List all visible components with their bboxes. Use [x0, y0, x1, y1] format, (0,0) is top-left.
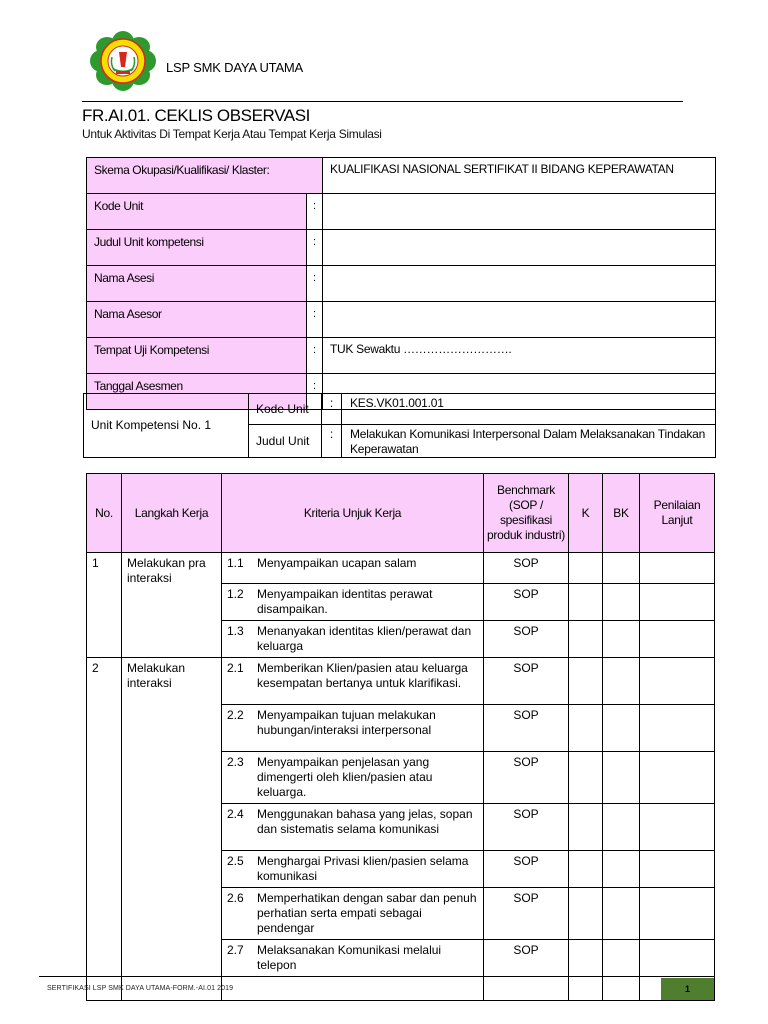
colon: :	[322, 394, 342, 425]
kuk-number: 2.2	[227, 708, 244, 722]
kuk-text: Memberikan Klien/pasien atau keluarga kesempatan bertanya untuk klarifikasi.	[257, 661, 468, 690]
kuk-text: Menghargai Privasi klien/pasien selama komunikasi	[257, 854, 469, 883]
unit-table	[83, 393, 716, 458]
kuk-number: 2.6	[227, 891, 244, 905]
k-checkbox[interactable]	[569, 658, 603, 705]
benchmark-value: SOP	[484, 888, 569, 940]
org-name: LSP SMK DAYA UTAMA	[166, 60, 304, 75]
footer-text: SERTIFIKASI LSP SMK DAYA UTAMA-FORM.-AI.01 2019	[47, 985, 234, 992]
bk-checkbox[interactable]	[603, 851, 640, 888]
kuk-number: 1.1	[227, 556, 244, 570]
col-header-penilaian-lanjut: Penilaian Lanjut	[640, 474, 715, 553]
penilaian-lanjut-cell[interactable]	[640, 851, 715, 888]
kuk-text: Menyampaikan identitas perawat disampaikan.	[257, 587, 433, 616]
benchmark-value: SOP	[484, 584, 569, 621]
colon: :	[322, 425, 342, 458]
nama-asesi-label: Nama Asesi	[87, 266, 307, 302]
kuk-text: Menggunakan bahasa yang jelas, sopan dan sistematis selama komunikasi	[257, 807, 473, 836]
penilaian-lanjut-cell[interactable]	[640, 752, 715, 804]
benchmark-value: SOP	[484, 851, 569, 888]
bk-checkbox[interactable]	[603, 658, 640, 705]
penilaian-lanjut-cell[interactable]	[640, 658, 715, 705]
tanggal-asesmen-label: Tanggal Asesmen	[87, 374, 307, 410]
kuk-text: Menyampaikan penjelasan yang dimengerti oleh klien/pasien atau keluarga.	[257, 755, 433, 799]
bk-checkbox[interactable]	[603, 584, 640, 621]
identity-row-nama-asesor	[87, 302, 716, 338]
bk-checkbox[interactable]	[603, 804, 640, 851]
k-checkbox[interactable]	[569, 888, 603, 940]
benchmark-value: SOP	[484, 553, 569, 584]
penilaian-lanjut-cell[interactable]	[640, 621, 715, 658]
identity-row-kode-unit	[87, 194, 716, 230]
col-header-langkah-kerja: Langkah Kerja	[122, 474, 222, 553]
step-name: Melakukan pra interaksi	[122, 553, 222, 658]
judul-unit-label: Judul Unit kompetensi	[87, 230, 307, 266]
unit-kode-value: KES.VK01.001.01	[342, 394, 716, 425]
k-checkbox[interactable]	[569, 804, 603, 851]
penilaian-lanjut-cell[interactable]	[640, 553, 715, 584]
bk-checkbox[interactable]	[603, 705, 640, 752]
kuk-number: 1.3	[227, 624, 244, 638]
k-checkbox[interactable]	[569, 851, 603, 888]
col-header-no: No.	[87, 474, 122, 553]
kuk-number: 2.4	[227, 807, 244, 821]
kuk-text: Memperhatikan dengan sabar dan penuh perhatian serta empati sebagai pendengar	[257, 891, 477, 935]
table-row	[87, 553, 715, 584]
skema-label: Skema Okupasi/Kualifikasi/ Klaster:	[87, 158, 323, 194]
unit-judul-label: Judul Unit	[249, 425, 322, 458]
identity-row-judul-unit	[87, 230, 716, 266]
title-divider	[82, 101, 683, 102]
judul-unit-field[interactable]	[323, 230, 716, 266]
kuk-number: 2.5	[227, 854, 244, 868]
k-checkbox[interactable]	[569, 553, 603, 584]
nama-asesor-label: Nama Asesor	[87, 302, 307, 338]
benchmark-value: SOP	[484, 705, 569, 752]
checklist-table	[86, 473, 715, 1001]
kuk-number: 1.2	[227, 587, 244, 601]
penilaian-lanjut-cell[interactable]	[640, 705, 715, 752]
kuk-number: 2.7	[227, 943, 244, 957]
footer-divider	[39, 976, 714, 977]
colon: :	[307, 374, 323, 410]
tempat-uji-label: Tempat Uji Kompetensi	[87, 338, 307, 374]
col-header-kriteria: Kriteria Unjuk Kerja	[222, 474, 484, 553]
penilaian-lanjut-cell[interactable]	[640, 804, 715, 851]
k-checkbox[interactable]	[569, 940, 603, 1001]
form-subtitle: Untuk Aktivitas Di Tempat Kerja Atau Tempat Kerja Simulasi	[82, 127, 382, 141]
bk-checkbox[interactable]	[603, 621, 640, 658]
col-header-bk: BK	[603, 474, 640, 553]
step-name: Melakukan interaksi	[122, 658, 222, 1001]
kode-unit-field[interactable]	[323, 194, 716, 230]
k-checkbox[interactable]	[569, 584, 603, 621]
benchmark-value: SOP	[484, 621, 569, 658]
bk-checkbox[interactable]	[603, 940, 640, 1001]
bk-checkbox[interactable]	[603, 752, 640, 804]
identity-table	[86, 157, 716, 410]
penilaian-lanjut-cell[interactable]	[640, 584, 715, 621]
page-number: 1	[661, 978, 714, 1000]
tempat-uji-field[interactable]: TUK Sewaktu ……………………….	[323, 338, 716, 374]
penilaian-lanjut-cell[interactable]	[640, 888, 715, 940]
k-checkbox[interactable]	[569, 621, 603, 658]
kuk-number: 2.1	[227, 661, 244, 675]
unit-kompetensi-label: Unit Kompetensi No. 1	[84, 394, 249, 458]
benchmark-value: SOP	[484, 804, 569, 851]
identity-row-nama-asesi	[87, 266, 716, 302]
colon: :	[307, 302, 323, 338]
benchmark-value: SOP	[484, 658, 569, 705]
colon: :	[307, 230, 323, 266]
col-header-benchmark: Benchmark (SOP / spesifikasi produk industri)	[484, 474, 569, 553]
colon: :	[307, 338, 323, 374]
identity-row-skema	[87, 158, 716, 194]
kuk-text: Menyampaikan ucapan salam	[257, 556, 417, 570]
kuk-text: Menyampaikan tujuan melakukan hubungan/interaksi interpersonal	[257, 708, 436, 737]
bk-checkbox[interactable]	[603, 888, 640, 940]
k-checkbox[interactable]	[569, 752, 603, 804]
kode-unit-label: Kode Unit	[87, 194, 307, 230]
kuk-text: Melaksanakan Komunikasi melalui telepon	[257, 943, 442, 972]
bk-checkbox[interactable]	[603, 553, 640, 584]
k-checkbox[interactable]	[569, 705, 603, 752]
step-number: 1	[87, 553, 122, 658]
step-number: 2	[87, 658, 122, 1001]
skema-value[interactable]: KUALIFIKASI NASIONAL SERTIFIKAT II BIDANG KEPERAWATAN	[323, 158, 716, 194]
unit-kode-label: Kode Unit	[249, 394, 322, 425]
colon: :	[307, 194, 323, 230]
nama-asesor-field[interactable]	[323, 302, 716, 338]
col-header-k: K	[569, 474, 603, 553]
benchmark-value: SOP	[484, 752, 569, 804]
benchmark-value: SOP	[484, 940, 569, 1001]
kuk-number: 2.3	[227, 755, 244, 769]
checklist-header-row	[87, 474, 715, 553]
identity-row-tempat-uji	[87, 338, 716, 374]
kuk-text: Menanyakan identitas klien/perawat dan keluarga	[257, 624, 472, 653]
form-title: FR.AI.01. CEKLIS OBSERVASI	[82, 106, 311, 125]
colon: :	[307, 266, 323, 302]
table-row	[87, 658, 715, 705]
lsp-logo	[89, 31, 157, 91]
nama-asesi-field[interactable]	[323, 266, 716, 302]
unit-judul-value: Melakukan Komunikasi Interpersonal Dalam Melaksanakan Tindakan Keperawatan	[342, 425, 716, 458]
